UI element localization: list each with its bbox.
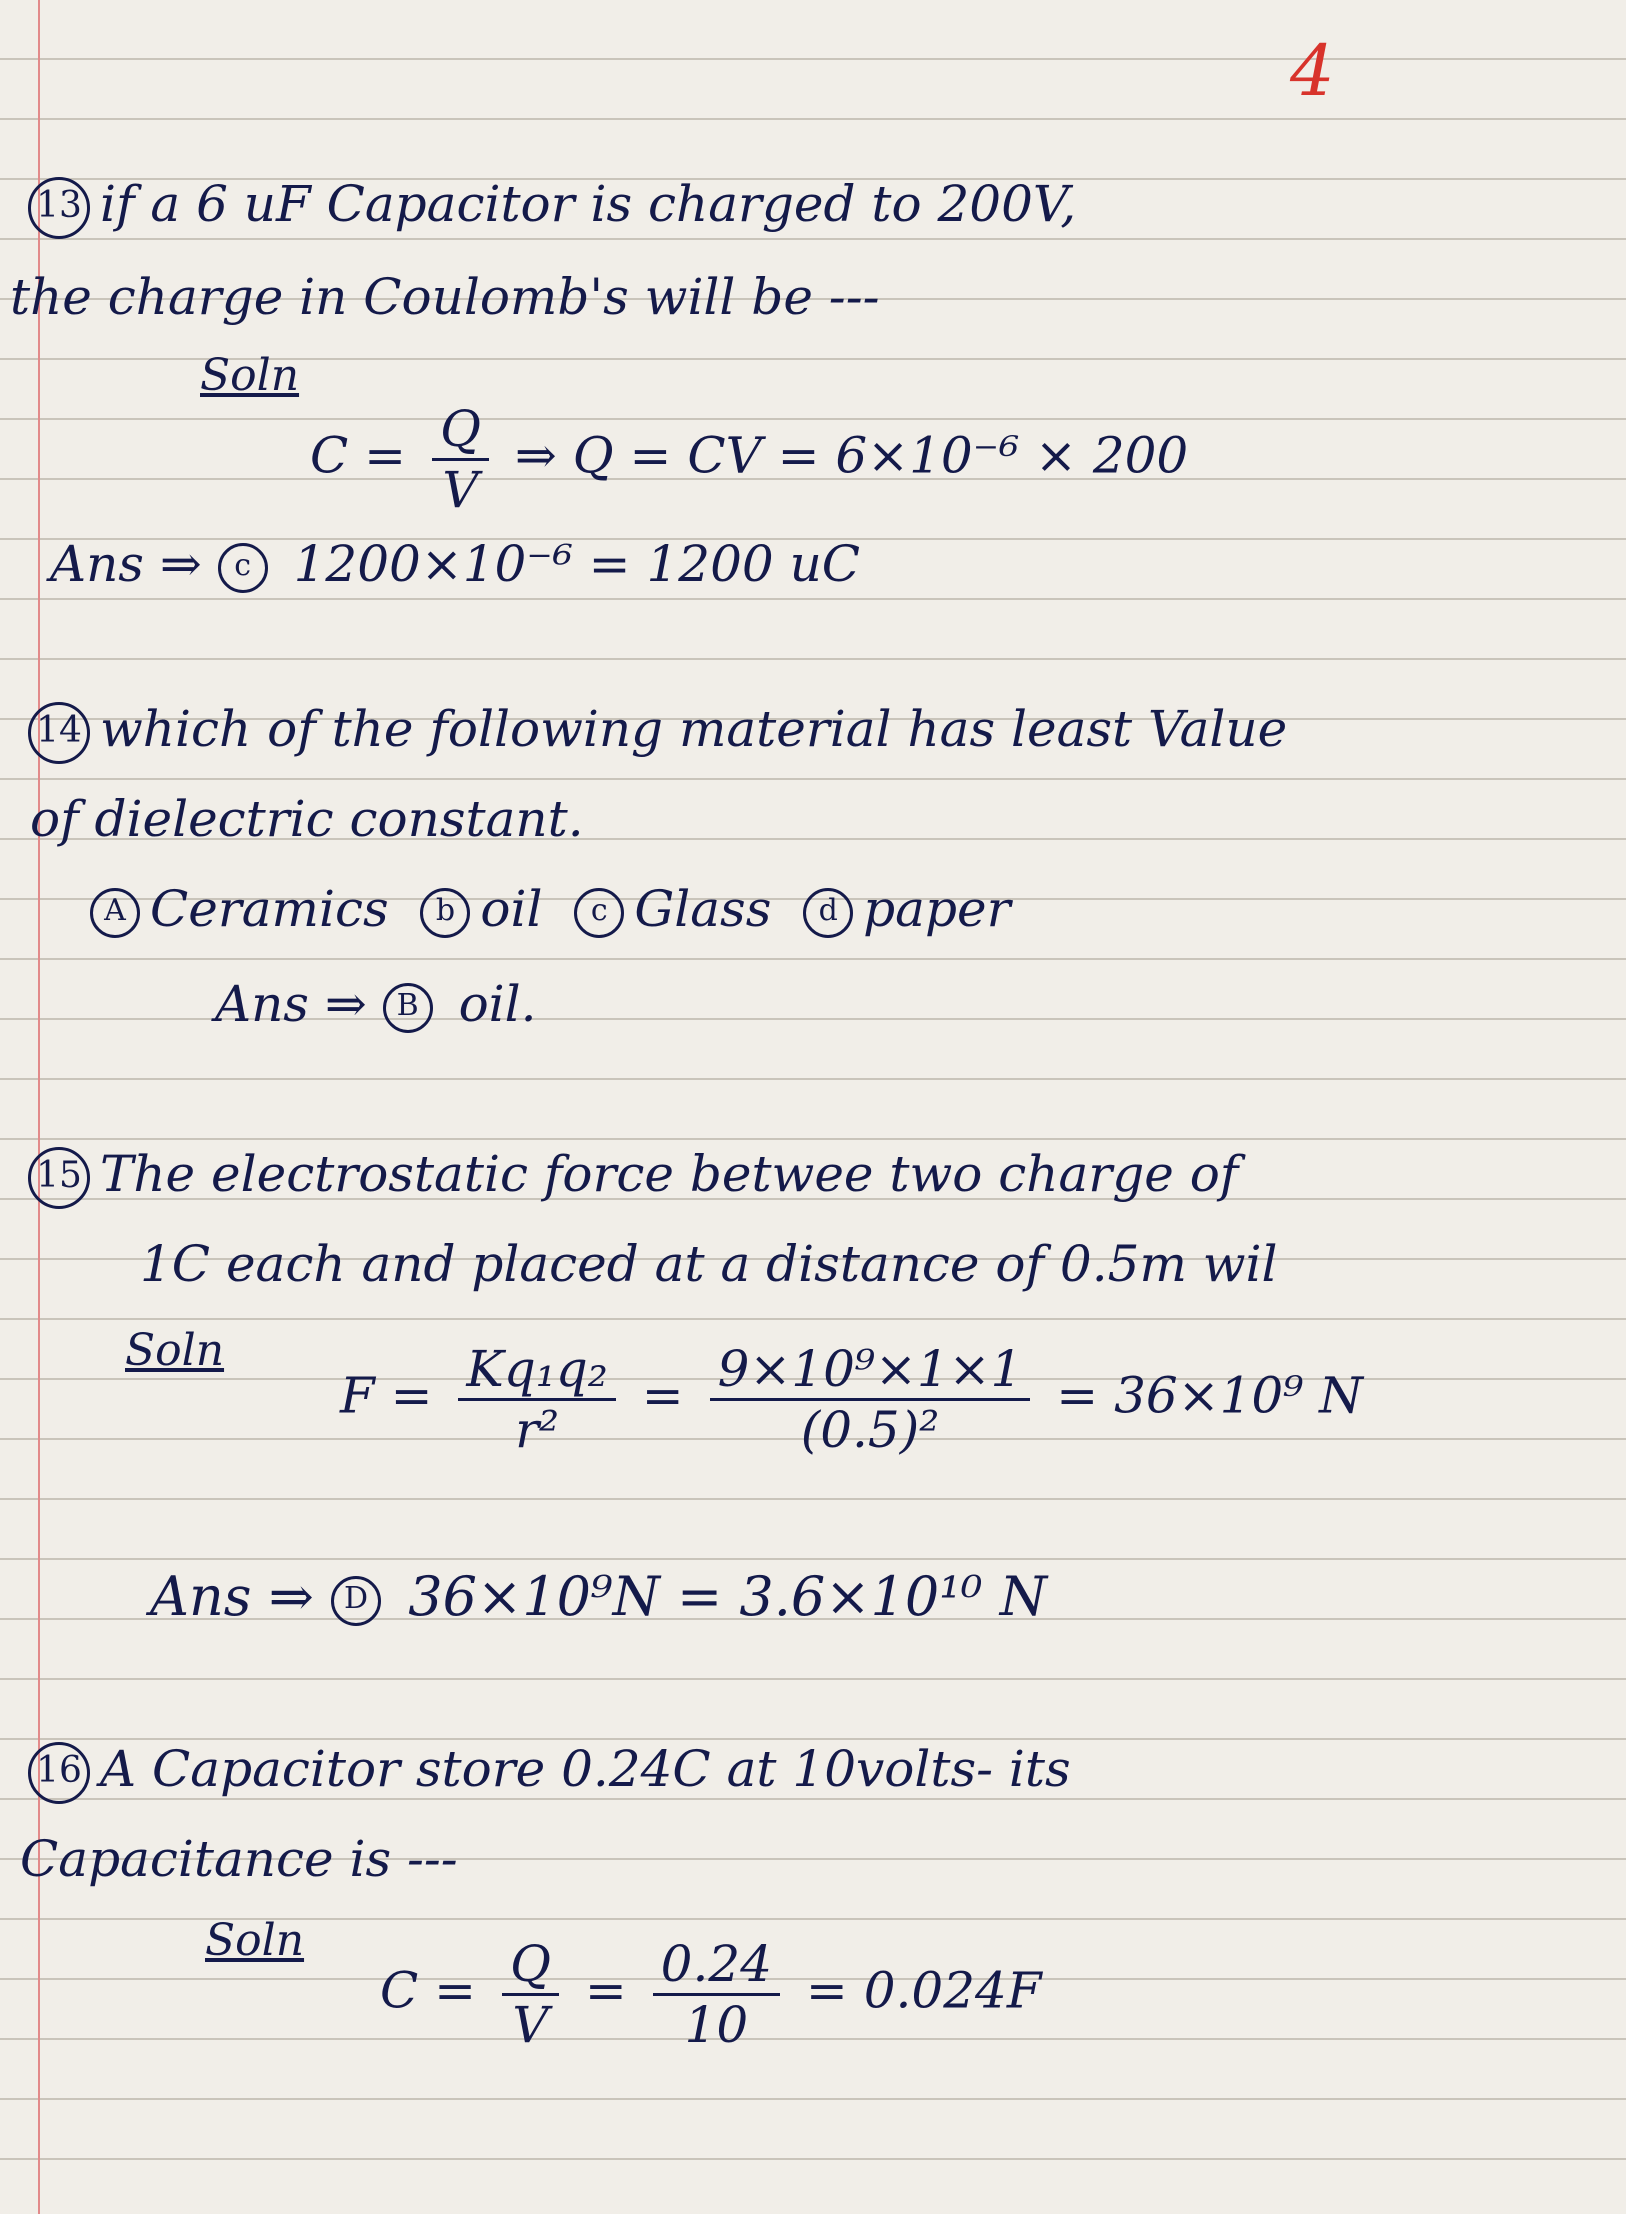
q14-line1: 14 which of the following material has least Value: [28, 700, 1287, 764]
q16-soln: Soln: [205, 1915, 305, 1966]
q15-fraction-2: $\frac{\text{9×10⁹×1×1}}{\text{(0.5)²}}$: [710, 1340, 1031, 1459]
q14-answer: Ans ⇒ B oil.: [215, 975, 537, 1033]
q14-line2: of dielectric constant.: [30, 790, 584, 848]
q14-option-b-letter: b: [420, 888, 470, 938]
q14-number: 14: [28, 702, 90, 764]
q13-formula: C = $\frac{Q}{V}$ ⇒ Q = CV = 6×10⁻⁶ × 200: [310, 400, 1189, 519]
q13-answer-option: c: [218, 543, 268, 593]
q15-answer-option: D: [331, 1576, 381, 1626]
q15-line2: 1C each and placed at a distance of 0.5m wil: [140, 1235, 1278, 1293]
q16-formula: C = $\frac{Q}{V}$ = $\frac{0.24}{10}$ = 0.024F: [380, 1935, 1042, 2054]
q15-fraction-1: $\frac{\text{Kq₁q₂}}{\text{r²}}$: [458, 1340, 615, 1459]
q14-option-a-letter: A: [90, 888, 140, 938]
q13-fraction: $\frac{Q}{V}$: [432, 400, 489, 519]
q15-soln: Soln: [125, 1325, 225, 1376]
q16-number: 16: [28, 1742, 90, 1804]
page-number: 4: [1290, 30, 1335, 112]
q13-soln: Soln: [200, 350, 300, 401]
q16-fraction-1: $\frac{Q}{V}$: [502, 1935, 559, 2054]
q14-options: A Ceramics b oil c Glass d paper: [90, 880, 1011, 938]
q14-option-c-letter: c: [574, 888, 624, 938]
q15-number: 15: [28, 1147, 90, 1209]
q14-answer-option: B: [383, 983, 433, 1033]
q16-line2: Capacitance is ---: [20, 1830, 458, 1888]
q13-line1: 13 if a 6 uF Capacitor is charged to 200V,: [28, 175, 1076, 239]
q16-fraction-2: $\frac{0.24}{10}$: [653, 1935, 780, 2054]
q13-line2: the charge in Coulomb's will be ---: [10, 268, 880, 326]
q15-line1: 15 The electrostatic force betwee two charge of: [28, 1145, 1238, 1209]
q15-formula: F = $\frac{\text{Kq₁q₂}}{\text{r²}}$ = $\frac{\text{9×10⁹×1×1}}{\text{(0.5)²}}$ = 36×10⁹ N: [340, 1340, 1363, 1459]
q16-line1: 16 A Capacitor store 0.24C at 10volts- its: [28, 1740, 1071, 1804]
q14-option-d-letter: d: [803, 888, 853, 938]
q13-number: 13: [28, 177, 90, 239]
q15-answer: Ans ⇒ D 36×10⁹N = 3.6×10¹⁰ N: [150, 1565, 1047, 1628]
q13-answer: Ans ⇒ c 1200×10⁻⁶ = 1200 uC: [50, 535, 861, 593]
